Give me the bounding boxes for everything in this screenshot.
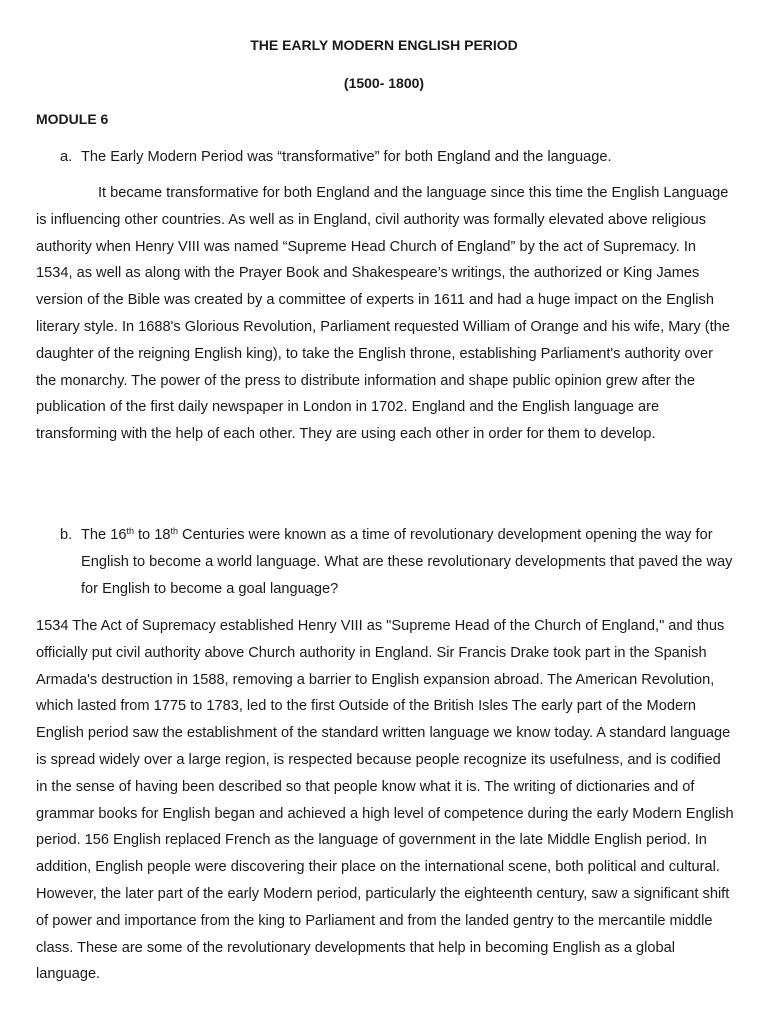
list-item-a [60, 144, 736, 171]
list-marker-b: b. [60, 527, 73, 543]
document-subtitle: (1500- 1800) [343, 75, 425, 91]
list-marker-a: a. [60, 149, 73, 165]
document-title: THE EARLY MODERN ENGLISH PERIOD [250, 37, 518, 53]
list-item-b [60, 522, 736, 602]
paragraph-2: 1534 The Act of Supremacy established Henry VIII as "Supreme Head of the Church of England," and thus officially put civil authority above Church authority in England. Sir Francis Drake took part in the Spanish Armada's destruction in 1588, removing a barrier to English expansion abroad. The American Revolution, which lasted from 1775 to 1783, led to the first Outside of the British Isles The early part of the Modern English period saw the establishment of the standard written language we know today. A standard language is spread widely over a large region, is respected because people recognize its usefulness, and is codified in the sense of having been described so that people know what it is. The writing of dictionaries and of grammar books for English began and achieved a high level of competence during the early Modern English period. 156 English replaced French as the language of government in the late Middle English period. In addition, English people were discovering their place on the international scene, both political and cultural. However, the later part of the early Modern period, particularly the eighteenth century, saw a significant shift of power and importance from the king to Parliament and from the landed gentry to the mercantile middle class. These are some of the revolutionary developments that help in becoming English as a global language. [36, 618, 734, 983]
item-b-superscript-2: th [170, 526, 178, 536]
module-heading: MODULE 6 [36, 111, 109, 127]
list-item-a-text: The Early Modern Period was “transformative” for both England and the language. [81, 149, 612, 165]
paragraph-1: It became transformative for both England and the language since this time the English Language is influencing other countries. As well as in England, civil authority was formally elevated above religious authority when Henry VIII was named “Supreme Head Church of England” by the act of Supremacy. In 1534, as well as along with the Prayer Book and Shakespeare’s writings, the authorized or King James version of the Bible was created by a committee of experts in 1611 and had a huge impact on the English literary style. In 1688's Glorious Revolution, Parliament requested William of Orange and his wife, Mary (the daughter of the reigning English king), to take the English throne, establishing Parliament's authority over the monarchy. The power of the press to distribute information and shape public opinion grew after the publication of the first daily newspaper in London in 1702. England and the English language are transforming with the help of each other. They are using each other in order for them to develop. [36, 185, 730, 443]
item-b-text-part1: The 16 [81, 527, 127, 543]
list-item-b-text [81, 522, 736, 602]
item-b-text-part2: to 18 [133, 527, 171, 543]
item-b-superscript-1: th [126, 526, 134, 536]
item-b-text-part3: Centuries were known as a time of revolutionary development opening the way for English to become a world language. What are these revolutionary developments that paved the way for English to become a goal language? [81, 527, 733, 597]
